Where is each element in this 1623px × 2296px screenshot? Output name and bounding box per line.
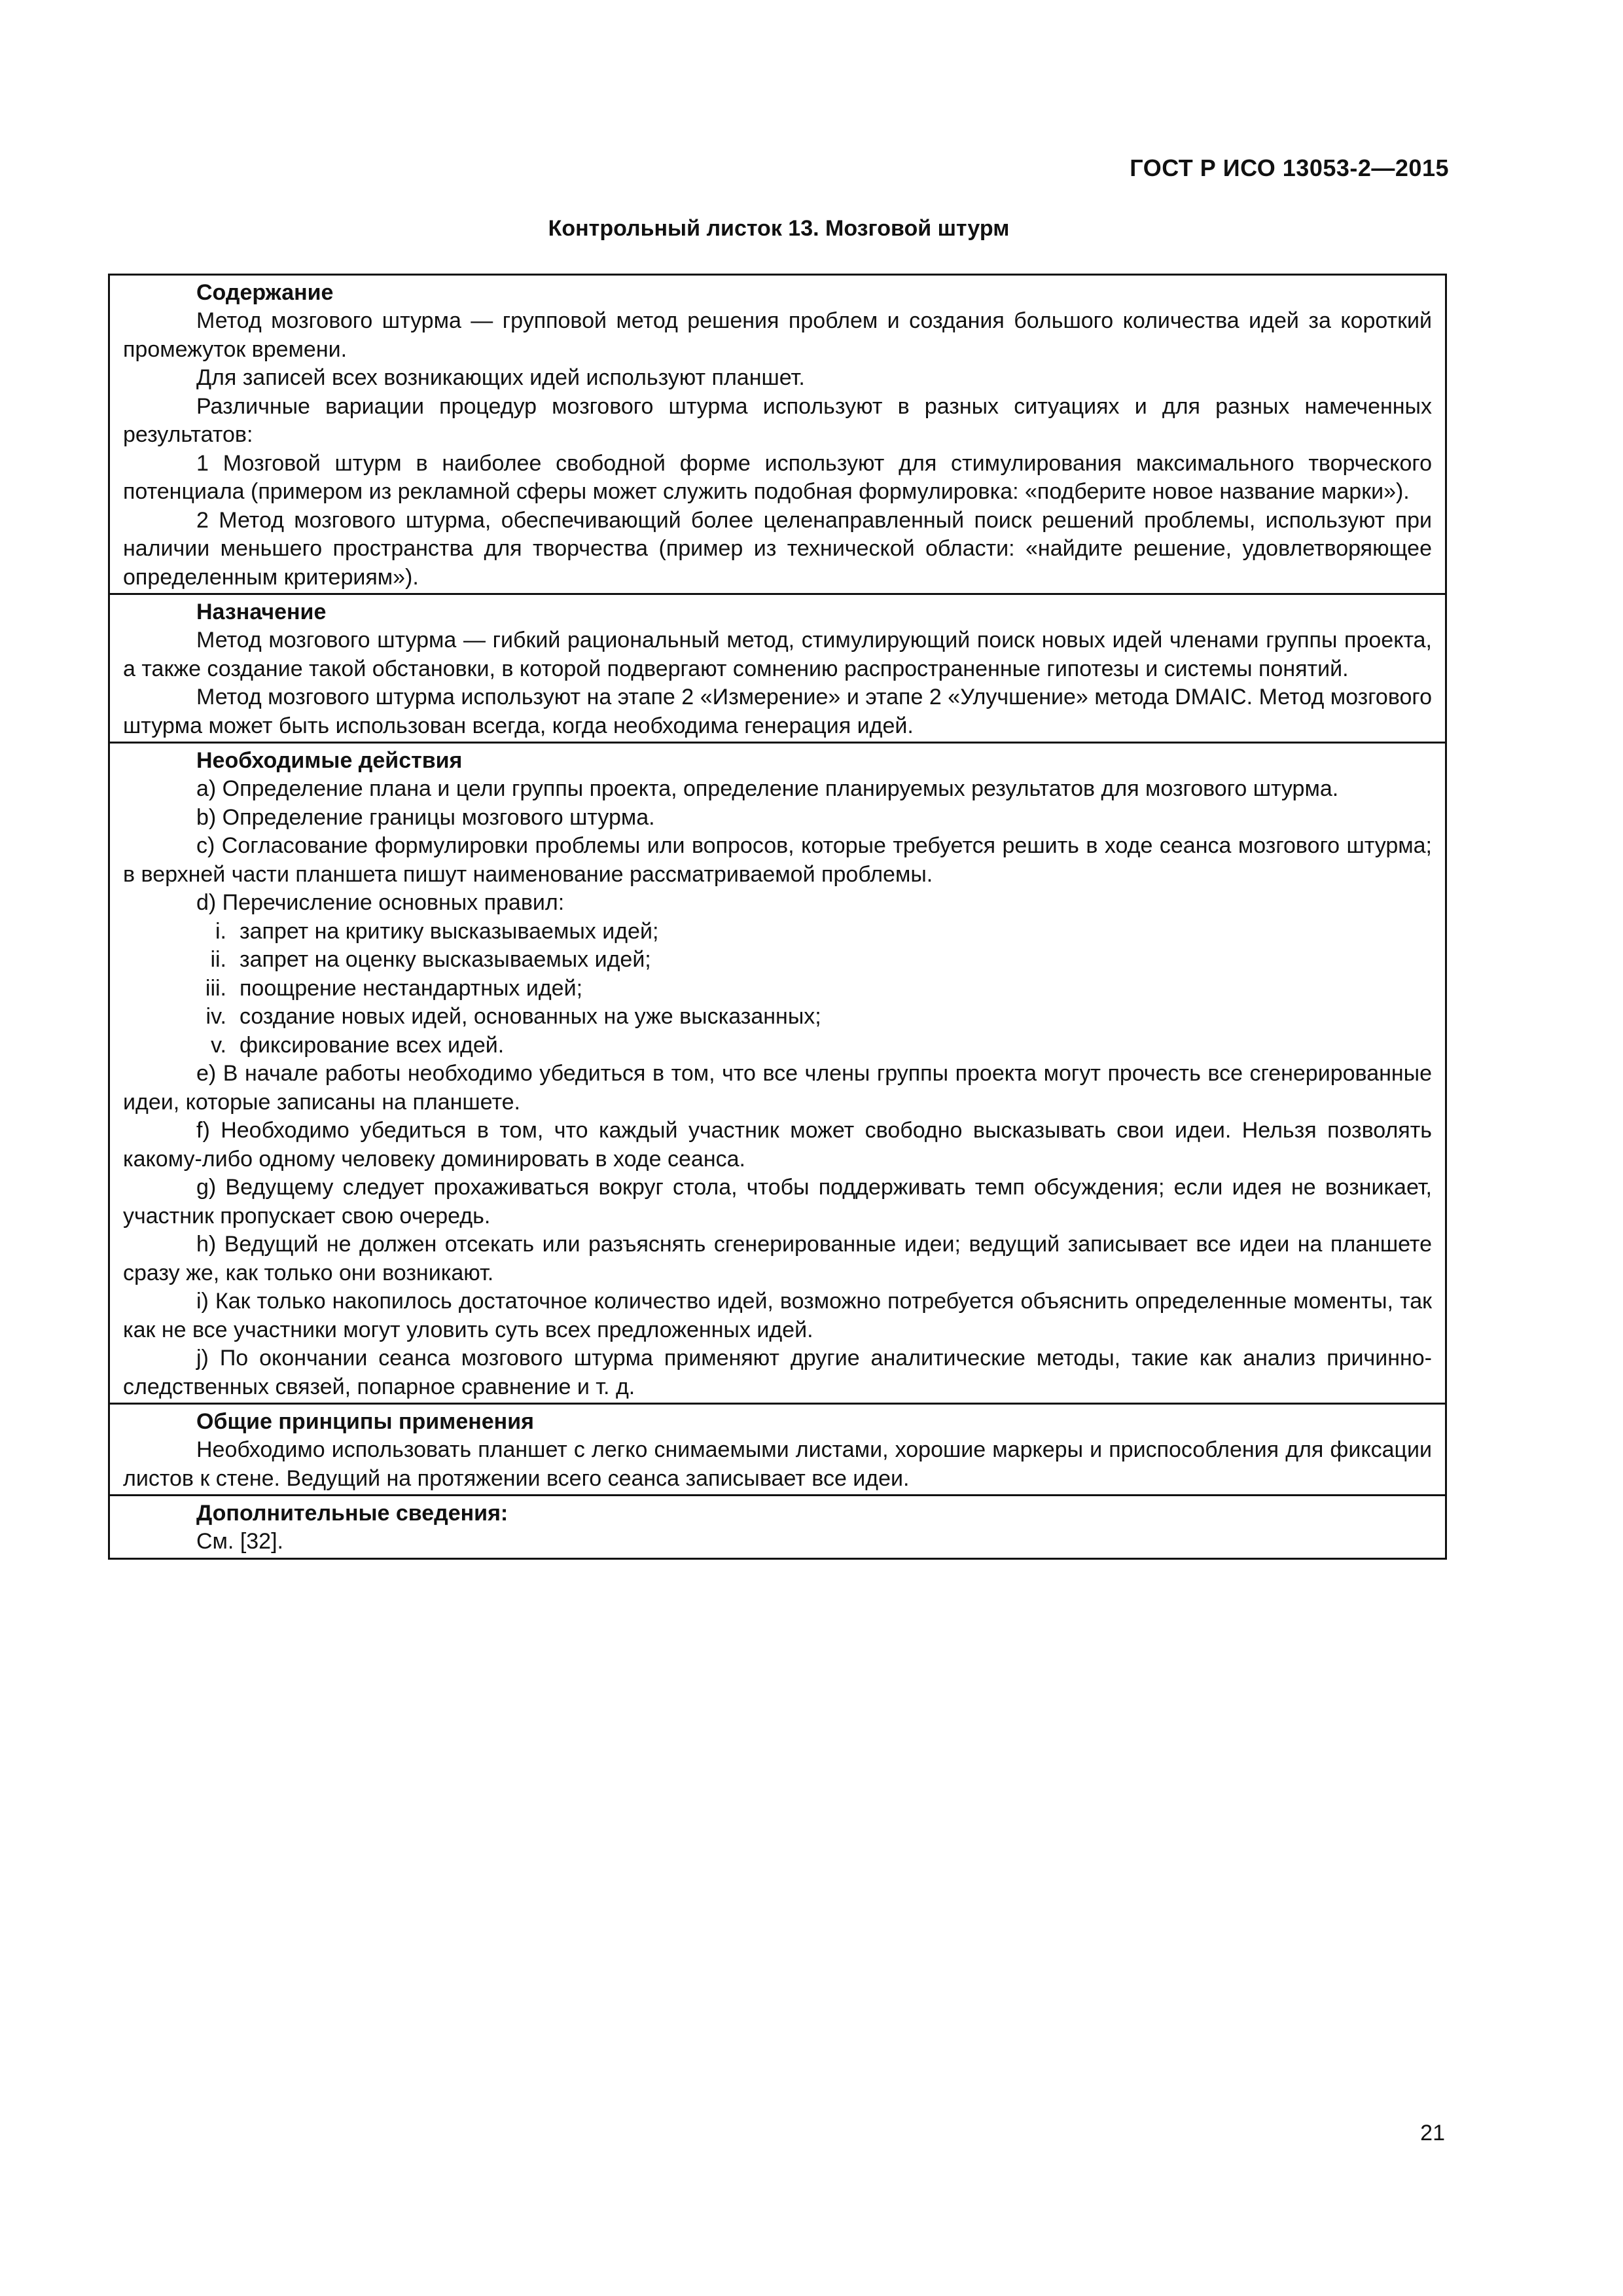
- paragraph: Метод мозгового штурма — гибкий рациональный метод, стимулирующий поиск новых идей членами группы проекта, а также создание такой обстановки, в которой подвергают сомнению распространенные гипотезы и системы понятий.: [123, 628, 1432, 681]
- paragraph: Различные вариации процедур мозгового штурма используют в разных ситуациях и для разных намеченных результатов:: [123, 393, 1432, 447]
- action-item: e) В начале работы необходимо убедиться в том, что все члены группы проекта могут прочесть все сгенерированные идеи, которые записаны на планшете.: [123, 1061, 1432, 1115]
- rule-text: запрет на критику высказываемых идей;: [240, 918, 659, 944]
- action-item: c) Согласование формулировки проблемы или вопросов, которые требуется решить в ходе сеанса мозгового штурма; в верхней части планшета пишут наименование рассматриваемой проблемы.: [123, 833, 1432, 887]
- checklist-title: Контрольный листок 13. Мозговой штурм: [548, 216, 1010, 241]
- reference: См. [32].: [196, 1529, 283, 1554]
- paragraph: Метод мозгового штурма — групповой метод решения проблем и создания большого количества идей за короткий промежуток времени.: [123, 308, 1432, 362]
- rule-item: [123, 918, 1432, 946]
- action-item: b) Определение границы мозгового штурма.: [196, 804, 655, 830]
- section-heading: Содержание: [196, 280, 334, 305]
- checklist-table: [108, 274, 1447, 1560]
- section-required-actions: [110, 742, 1445, 1403]
- action-item: d) Перечисление основных правил:: [196, 890, 565, 915]
- document-code: ГОСТ Р ИСО 13053-2—2015: [1130, 154, 1449, 181]
- action-item: f) Необходимо убедиться в том, что каждый участник может свободно высказывать свои идеи. Нельзя позволять какому-либо одному человеку доминировать в ходе сеанса.: [123, 1118, 1432, 1172]
- section-additional-info: [110, 1494, 1445, 1558]
- rule-item: [123, 1003, 1432, 1031]
- rule-item: [123, 1031, 1432, 1060]
- section-heading: Дополнительные сведения:: [196, 1501, 508, 1526]
- rule-item: [123, 946, 1432, 975]
- rule-number: iii.: [205, 975, 226, 1001]
- paragraph: Необходимо использовать планшет с легко снимаемыми листами, хорошие маркеры и приспособления для фиксации листов к стене. Ведущий на протяжении всего сеанса записывает все идеи.: [123, 1437, 1432, 1491]
- rule-text: поощрение нестандартных идей;: [240, 975, 583, 1001]
- section-heading: Назначение: [196, 600, 327, 624]
- page-number: 21: [1420, 2121, 1445, 2145]
- section-heading: Необходимые действия: [196, 748, 463, 773]
- paragraph: Метод мозгового штурма используют на этапе 2 «Измерение» и этапе 2 «Улучшение» метода DMAIC. Метод мозгового штурма может быть использован всегда, когда необходима генерация идей.: [123, 685, 1432, 738]
- action-item: i) Как только накопилось достаточное количество идей, возможно потребуется объяснить определенные моменты, так как не все участники могут уловить суть всех предложенных идей.: [123, 1289, 1432, 1342]
- section-general-principles: [110, 1403, 1445, 1494]
- paragraph: Для записей всех возникающих идей используют планшет.: [196, 365, 805, 390]
- rule-text: создание новых идей, основанных на уже высказанных;: [240, 1004, 821, 1029]
- rule-item: [123, 975, 1432, 1003]
- rules-list: [123, 918, 1432, 1060]
- rule-number: ii.: [210, 947, 226, 972]
- rule-number: iv.: [205, 1004, 226, 1029]
- section-heading: Общие принципы применения: [196, 1409, 534, 1434]
- paragraph: 1 Мозговой штурм в наиболее свободной форме используют для стимулирования максимального творческого потенциала (примером из рекламной сферы может служить подобная формулировка: «подберите новое название марки»).: [123, 450, 1432, 504]
- action-item: a) Определение плана и цели группы проекта, определение планируемых результатов для мозгового штурма.: [196, 776, 1339, 801]
- rule-text: запрет на оценку высказываемых идей;: [240, 947, 651, 972]
- section-content: [110, 276, 1445, 593]
- action-item: h) Ведущий не должен отсекать или разъяснять сгенерированные идеи; ведущий записывает все идеи на планшете сразу же, как только они возникают.: [123, 1232, 1432, 1285]
- action-item: g) Ведущему следует прохаживаться вокруг стола, чтобы поддерживать темп обсуждения; если идея не возникает, участник пропускает свою очередь.: [123, 1175, 1432, 1229]
- rule-number: i.: [215, 918, 226, 944]
- rule-text: фиксирование всех идей.: [240, 1032, 505, 1058]
- section-purpose: [110, 593, 1445, 742]
- paragraph: 2 Метод мозгового штурма, обеспечивающий более целенаправленный поиск решений проблемы, используют при наличии меньшего пространства для творчества (пример из технической области: «найдите решение, удовлетворяющее определенным критериям»).: [123, 507, 1432, 590]
- action-item: j) По окончании сеанса мозгового штурма применяют другие аналитические методы, такие как анализ причинно-следственных связей, попарное сравнение и т. д.: [123, 1346, 1432, 1399]
- rule-number: v.: [211, 1032, 226, 1058]
